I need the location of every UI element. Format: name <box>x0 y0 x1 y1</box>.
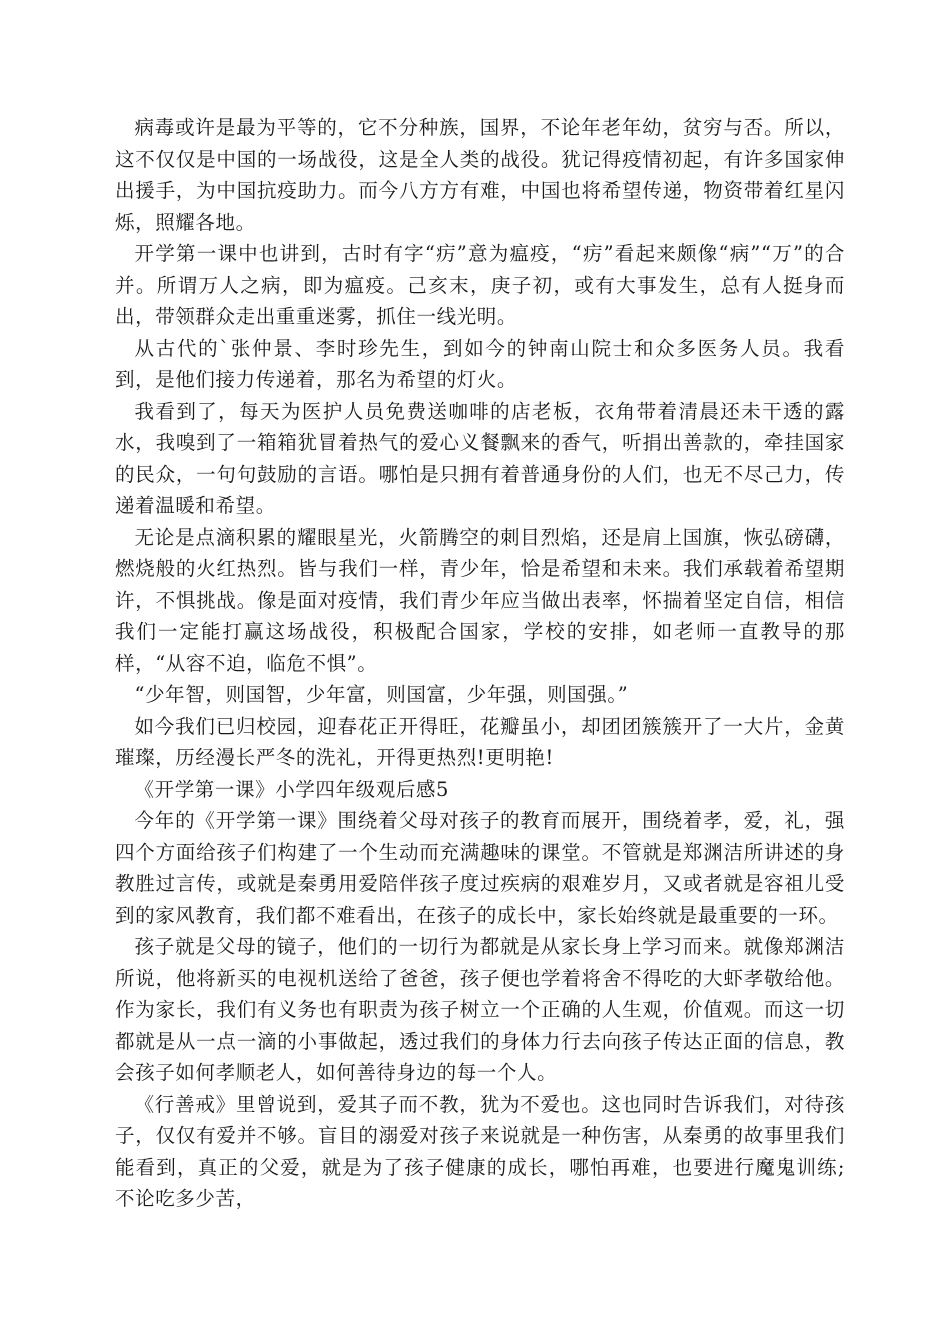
paragraph-children-mirror: 孩子就是父母的镜子，他们的一切行为都就是从家长身上学习而来。就像郑渊洁所说，他将新买的电视机送给了爸爸，孩子便也学着将舍不得吃的大虾孝敬给他。作为家长，我们有义务也有职责为孩子树立一个正确的人生观，价值观。而这一切都就是从一点一滴的小事做起，透过我们的身体力行去向孩子传达正面的信息，教会孩子如何孝顺老人，如何善待身边的每一个人。 <box>115 935 845 1084</box>
paragraph-parents-education: 今年的《开学第一课》围绕着父母对孩子的教育而展开，围绕着孝，爱，礼，强四个方面给孩子们构建了一个生动而充满趣味的课堂。不管就是郑渊洁所讲述的身教胜过言传，或就是秦勇用爱陪伴孩子度过疾病的艰难岁月，又或者就是容祖儿受到的家风教育，我们都不难看出，在孩子的成长中，家长始终就是最重要的一环。 <box>115 809 845 927</box>
paragraph-first-lesson-plague: 开学第一课中也讲到，古时有字“疠”意为瘟疫，“疠”看起来颇像“病”“万”的合并。所谓万人之病，即为瘟疫。己亥末，庚子初，或有大事发生，总有人挺身而出，带领群众走出重重迷雾，抓住一线光明。 <box>115 242 845 328</box>
paragraph-quote-youth: “少年智，则国智，少年富，则国富，少年强，则国强。” <box>134 683 629 706</box>
paragraph-back-to-school: 如今我们已归校园，迎春花正开得旺，花瓣虽小，却团团簇簇开了一大片，金黄璀璨，历经漫长严冬的洗礼，开得更热烈!更明艳! <box>115 714 845 769</box>
paragraph-youth-hope: 无论是点滴积累的耀眼星光，火箭腾空的刺目烈焰，还是肩上国旗，恢弘磅礴，燃烧般的火红热烈。皆与我们一样，青少年，恰是希望和未来。我们承载着希望期许，不惧挑战。像是面对疫情，我们青少年应当做出表率，怀揣着坚定自信，相信我们一定能打赢这场战役，积极配合国家，学校的安排，如老师一直教导的那样，“从容不迫，临危不惧”。 <box>115 525 845 675</box>
section-title-essay-5: 《开学第一课》小学四年级观后感5 <box>134 777 450 801</box>
paragraph-ancient-doctors: 从古代的`张仲景、李时珍先生，到如今的钟南山院士和众多医务人员。我看到，是他们接力传递着，那名为希望的灯火。 <box>115 336 845 391</box>
document-body <box>115 112 845 1215</box>
paragraph-i-saw: 我看到了，每天为医护人员免费送咖啡的店老板，衣角带着清晨还未干透的露水，我嗅到了一箱箱犹冒着热气的爱心义餐飘来的香气，听捐出善款的，牵挂国家的民众，一句句鼓励的言语。哪怕是只拥有着普通身份的人们，也无不尽己力，传递着温暖和希望。 <box>115 399 845 517</box>
paragraph-pandemic-equality: 病毒或许是最为平等的，它不分种族，国界，不论年老年幼，贫穷与否。所以，这不仅仅是中国的一场战役，这是全人类的战役。犹记得疫情初起，有许多国家伸出援手，为中国抗疫助力。而今八方方有难，中国也将希望传递，物资带着红星闪烁，照耀各地。 <box>115 116 845 234</box>
paragraph-xingshanjie: 《行善戒》里曾说到，爱其子而不教，犹为不爱也。这也同时告诉我们，对待孩子，仅仅有爱并不够。盲目的溺爱对孩子来说就是一种伤害，从秦勇的故事里我们能看到，真正的父爱，就是为了孩子健康的成长，哪怕再难，也要进行魔鬼训练;不论吃多少苦， <box>115 1092 845 1210</box>
